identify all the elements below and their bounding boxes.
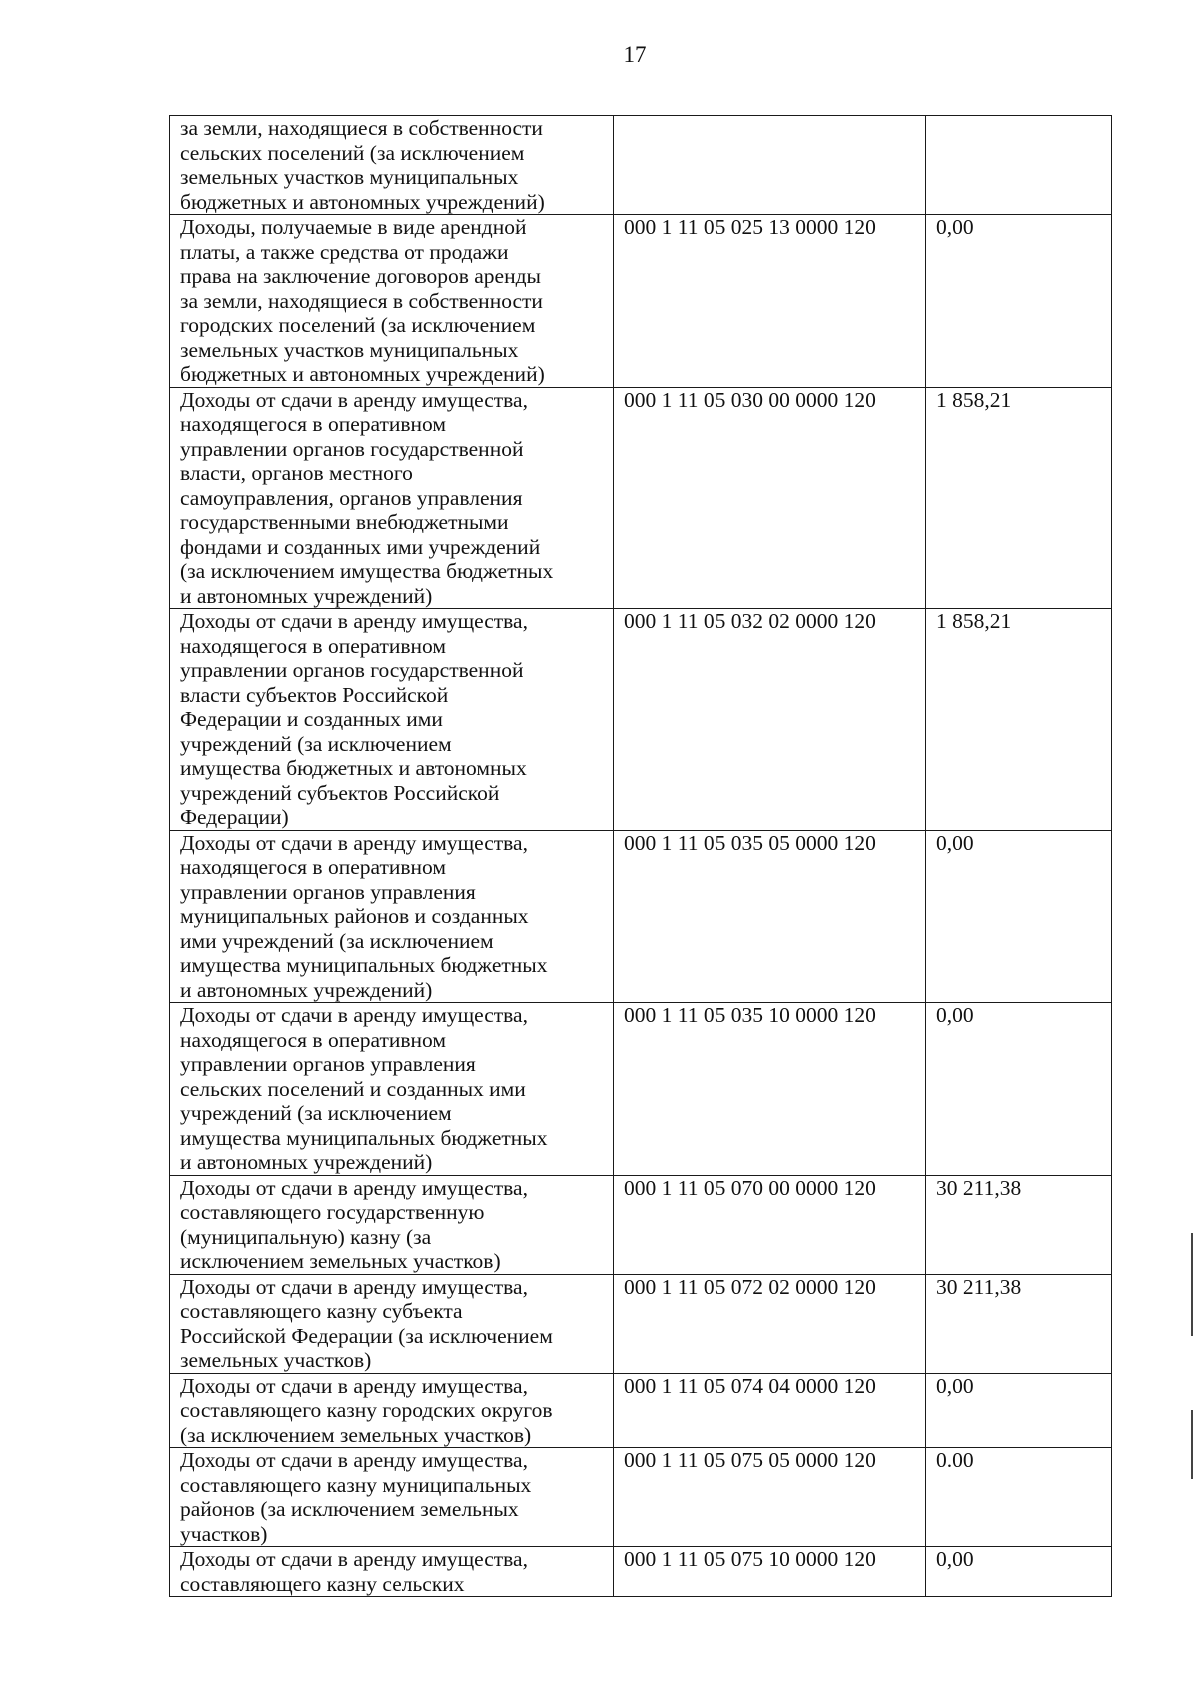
revenue-description-line: самоуправления, органов управления [180, 485, 523, 510]
revenue-description-line: находящегося в оперативном [180, 633, 446, 658]
revenue-description-line: и автономных учреждений) [180, 583, 433, 608]
revenue-description-line: Доходы, получаемые в виде арендной [180, 215, 527, 239]
revenue-description-line: муниципальных районов и созданных [180, 904, 529, 928]
revenue-description-line: имущества бюджетных и автономных [180, 756, 527, 780]
revenue-description-line: Федерации) [180, 805, 289, 829]
revenue-description-line: ими учреждений (за исключением [180, 928, 494, 953]
revenue-description-line: Федерации и созданных ими [180, 707, 443, 731]
budget-code-cell: 000 1 11 05 075 10 0000 120 [614, 1547, 926, 1597]
revenue-description-cell [170, 830, 614, 1003]
budget-code-cell: 000 1 11 05 030 00 0000 120 [614, 387, 926, 609]
revenue-description-cell [170, 387, 614, 609]
revenue-description-cell [170, 215, 614, 388]
table-row [170, 1373, 1112, 1448]
budget-code-cell: 000 1 11 05 072 02 0000 120 [614, 1274, 926, 1373]
revenue-description-line: составляющего казну муниципальных [180, 1472, 532, 1497]
budget-code-cell [614, 116, 926, 215]
amount-cell: 0,00 [926, 215, 1112, 388]
revenue-description-line: сельских поселений (за исключением [180, 140, 525, 165]
revenue-description-line: государственными внебюджетными [180, 510, 509, 534]
revenue-description-line: Доходы от сдачи в аренду имущества, [180, 1274, 528, 1299]
revenue-description-cell [170, 1274, 614, 1373]
table-row [170, 830, 1112, 1003]
table-row [170, 1003, 1112, 1176]
revenue-description-line: участков) [180, 1521, 268, 1546]
table-row [170, 1448, 1112, 1547]
revenue-description-line: имущества муниципальных бюджетных [180, 1125, 548, 1150]
budget-code-cell: 000 1 11 05 035 05 0000 120 [614, 830, 926, 1003]
revenue-description-line: за земли, находящиеся в собственности [180, 116, 543, 140]
amount-cell: 0,00 [926, 1547, 1112, 1597]
amount-cell: 0,00 [926, 1373, 1112, 1448]
amount-cell: 1 858,21 [926, 609, 1112, 831]
revenue-description-line: фондами и созданных ими учреждений [180, 534, 541, 559]
revenue-description-line: (за исключением земельных участков) [180, 1422, 532, 1447]
revenue-description-line: учреждений (за исключением [180, 1101, 452, 1125]
revenue-description-line: Доходы от сдачи в аренду имущества, [180, 830, 528, 855]
revenue-description-line: находящегося в оперативном [180, 855, 446, 879]
revenue-description-line: управлении органов управления [180, 1052, 476, 1076]
revenue-description-line: городских поселений (за исключением [180, 313, 536, 337]
revenue-description-line: учреждений (за исключением [180, 731, 452, 756]
budget-code-cell: 000 1 11 05 025 13 0000 120 [614, 215, 926, 388]
revenue-description-cell [170, 1175, 614, 1274]
revenue-description-line: управлении органов управления [180, 879, 476, 904]
revenue-description-line: бюджетных и автономных учреждений) [180, 362, 545, 386]
revenue-description-line: находящегося в оперативном [180, 1027, 446, 1052]
amount-cell: 0.00 [926, 1448, 1112, 1547]
table-row [170, 1175, 1112, 1274]
budget-code-cell: 000 1 11 05 032 02 0000 120 [614, 609, 926, 831]
revenue-description-line: Доходы от сдачи в аренду имущества, [180, 609, 528, 633]
revenue-description-line: Доходы от сдачи в аренду имущества, [180, 1373, 528, 1398]
budget-code-cell: 000 1 11 05 035 10 0000 120 [614, 1003, 926, 1176]
revenue-description-line: власти, органов местного [180, 461, 413, 485]
revenue-description-line: составляющего казну городских округов [180, 1398, 553, 1422]
budget-code-cell: 000 1 11 05 075 05 0000 120 [614, 1448, 926, 1547]
table-row [170, 609, 1112, 831]
table-row [170, 116, 1112, 215]
revenue-description-line: находящегося в оперативном [180, 412, 446, 436]
table-row [170, 387, 1112, 609]
revenue-description-line: за земли, находящиеся в собственности [180, 288, 543, 313]
table-row [170, 215, 1112, 388]
revenue-description-line: (муниципальную) казну (за [180, 1224, 432, 1249]
revenue-description-line: Доходы от сдачи в аренду имущества, [180, 1175, 528, 1200]
revenue-table-body [170, 116, 1112, 1597]
amount-cell: 30 211,38 [926, 1274, 1112, 1373]
revenue-description-line: земельных участков муниципальных [180, 337, 519, 362]
revenue-description-line: платы, а также средства от продажи [180, 239, 509, 264]
revenue-description-line: (за исключением имущества бюджетных [180, 559, 554, 583]
revenue-description-line: Доходы от сдачи в аренду имущества, [180, 1003, 528, 1027]
revenue-description-line: управлении органов государственной [180, 658, 524, 682]
revenue-description-line: исключением земельных участков) [180, 1249, 501, 1273]
revenue-description-cell [170, 1373, 614, 1448]
revenue-description-line: Доходы от сдачи в аренду имущества, [180, 387, 528, 412]
revenue-description-line: имущества муниципальных бюджетных [180, 953, 548, 977]
revenue-description-line: земельных участков муниципальных [180, 165, 519, 189]
amount-cell: 30 211,38 [926, 1175, 1112, 1274]
revenue-description-line: и автономных учреждений) [180, 977, 433, 1002]
scan-margin-mark [1191, 1410, 1193, 1479]
revenue-description-line: Доходы от сдачи в аренду имущества, [180, 1547, 528, 1571]
table-row [170, 1274, 1112, 1373]
budget-code-cell: 000 1 11 05 070 00 0000 120 [614, 1175, 926, 1274]
revenue-description-line: Доходы от сдачи в аренду имущества, [180, 1448, 528, 1472]
revenue-description-line: составляющего казну сельских [180, 1571, 465, 1596]
amount-cell: 1 858,21 [926, 387, 1112, 609]
revenue-description-line: бюджетных и автономных учреждений) [180, 189, 545, 214]
revenue-description-line: власти субъектов Российской [180, 682, 449, 707]
revenue-description-line: и автономных учреждений) [180, 1150, 433, 1174]
revenue-description-cell [170, 1003, 614, 1176]
amount-cell: 0,00 [926, 1003, 1112, 1176]
revenue-description-cell [170, 609, 614, 831]
revenue-description-cell [170, 1547, 614, 1597]
revenue-description-line: земельных участков) [180, 1348, 372, 1372]
amount-cell: 0,00 [926, 830, 1112, 1003]
revenue-description-cell [170, 1448, 614, 1547]
amount-cell [926, 116, 1112, 215]
table-row [170, 1547, 1112, 1597]
revenue-description-line: составляющего казну субъекта [180, 1299, 463, 1323]
revenue-description-line: сельских поселений и созданных ими [180, 1076, 526, 1101]
budget-code-cell: 000 1 11 05 074 04 0000 120 [614, 1373, 926, 1448]
revenue-description-line: составляющего государственную [180, 1200, 485, 1224]
revenue-description-line: учреждений субъектов Российской [180, 780, 500, 805]
revenue-description-line: права на заключение договоров аренды [180, 264, 541, 288]
revenue-description-line: управлении органов государственной [180, 436, 524, 461]
scan-margin-mark [1191, 1233, 1193, 1336]
revenue-description-line: Российской Федерации (за исключением [180, 1323, 553, 1348]
revenue-description-cell [170, 116, 614, 215]
revenue-description-line: районов (за исключением земельных [180, 1497, 519, 1521]
revenue-table [169, 115, 1112, 1597]
page-number: 17 [623, 42, 647, 67]
